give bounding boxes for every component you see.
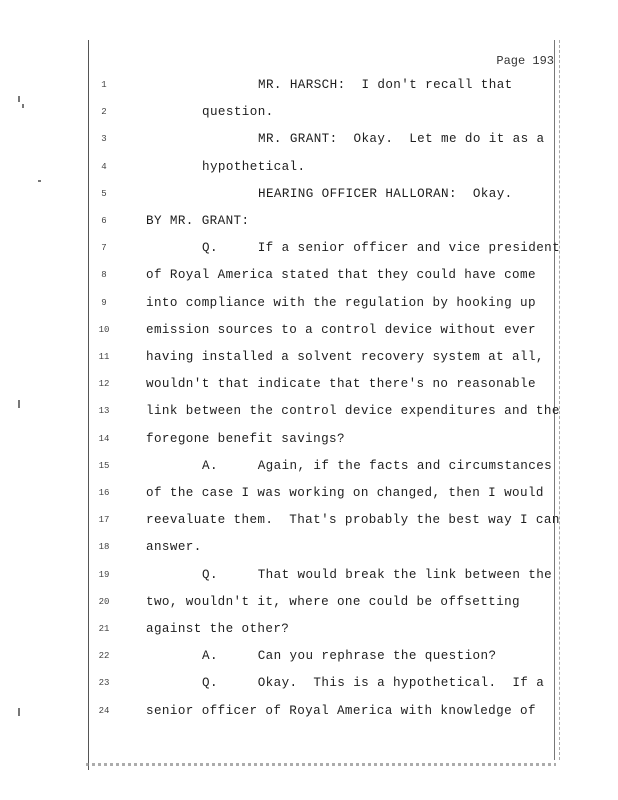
line-text: Q. If a senior officer and vice president	[202, 241, 561, 255]
line-number: 9	[101, 298, 107, 308]
line-text: HEARING OFFICER HALLORAN: Okay.	[258, 187, 513, 201]
transcript-line	[0, 676, 618, 700]
transcript-line	[0, 649, 618, 673]
line-number: 16	[98, 488, 110, 498]
line-number: 19	[98, 570, 110, 580]
line-text: emission sources to a control device without ever	[146, 323, 536, 337]
line-text: wouldn't that indicate that there's no reasonable	[146, 377, 536, 391]
transcript-line	[0, 241, 618, 265]
transcript-line	[0, 622, 618, 646]
scan-mark	[18, 708, 20, 716]
transcript-line	[0, 296, 618, 320]
line-number: 24	[98, 706, 110, 716]
line-number: 7	[101, 243, 107, 253]
scan-mark	[18, 400, 20, 408]
line-number: 2	[101, 107, 107, 117]
transcript-line	[0, 459, 618, 483]
line-number: 8	[101, 270, 107, 280]
page-number: Page 193	[496, 54, 554, 68]
line-number: 20	[98, 597, 110, 607]
line-text: Q. Okay. This is a hypothetical. If a	[202, 676, 545, 690]
line-text: A. Again, if the facts and circumstances	[202, 459, 553, 473]
line-number: 18	[98, 542, 110, 552]
line-text: senior officer of Royal America with knowledge of	[146, 704, 536, 718]
line-text: link between the control device expenditures and the	[146, 404, 560, 418]
line-number: 6	[101, 216, 107, 226]
transcript-line	[0, 268, 618, 292]
transcript-line	[0, 160, 618, 184]
line-number: 1	[101, 80, 107, 90]
scan-mark	[18, 96, 20, 102]
line-number: 5	[101, 189, 107, 199]
line-number: 14	[98, 434, 110, 444]
line-text: reevaluate them. That's probably the best way I can	[146, 513, 560, 527]
line-text: foregone benefit savings?	[146, 432, 345, 446]
transcript-line	[0, 404, 618, 428]
line-number: 12	[98, 379, 110, 389]
line-text: into compliance with the regulation by hooking up	[146, 296, 536, 310]
line-text: BY MR. GRANT:	[146, 214, 250, 228]
line-text: hypothetical.	[202, 160, 306, 174]
transcript-line	[0, 704, 618, 728]
line-number: 22	[98, 651, 110, 661]
line-number: 17	[98, 515, 110, 525]
transcript-line	[0, 486, 618, 510]
transcript-line	[0, 105, 618, 129]
transcript-line	[0, 377, 618, 401]
line-number: 3	[101, 134, 107, 144]
line-number: 13	[98, 406, 110, 416]
transcript-line	[0, 513, 618, 537]
line-number: 11	[98, 352, 110, 362]
line-text: question.	[202, 105, 274, 119]
line-text: against the other?	[146, 622, 290, 636]
line-text: MR. HARSCH: I don't recall that	[258, 78, 513, 92]
line-number: 4	[101, 162, 107, 172]
line-text: of the case I was working on changed, then I would	[146, 486, 544, 500]
transcript-line	[0, 432, 618, 456]
line-text: Q. That would break the link between the	[202, 568, 553, 582]
line-number: 10	[98, 325, 110, 335]
transcript-line	[0, 323, 618, 347]
scan-mark	[22, 104, 24, 108]
transcript-line	[0, 214, 618, 238]
transcript-line	[0, 540, 618, 564]
line-number: 21	[98, 624, 110, 634]
transcript-line	[0, 78, 618, 102]
transcript-line	[0, 187, 618, 211]
transcript-line	[0, 132, 618, 156]
transcript-line	[0, 568, 618, 592]
transcript-line	[0, 595, 618, 619]
line-text: two, wouldn't it, where one could be offsetting	[146, 595, 521, 609]
bottom-scan-artifact	[86, 763, 556, 766]
transcript-line	[0, 350, 618, 374]
line-text: A. Can you rephrase the question?	[202, 649, 497, 663]
line-text: having installed a solvent recovery system at all,	[146, 350, 544, 364]
line-number: 15	[98, 461, 110, 471]
line-text: MR. GRANT: Okay. Let me do it as a	[258, 132, 545, 146]
line-text: of Royal America stated that they could have come	[146, 268, 536, 282]
line-number: 23	[98, 678, 110, 688]
line-text: answer.	[146, 540, 202, 554]
scan-mark	[38, 180, 41, 182]
